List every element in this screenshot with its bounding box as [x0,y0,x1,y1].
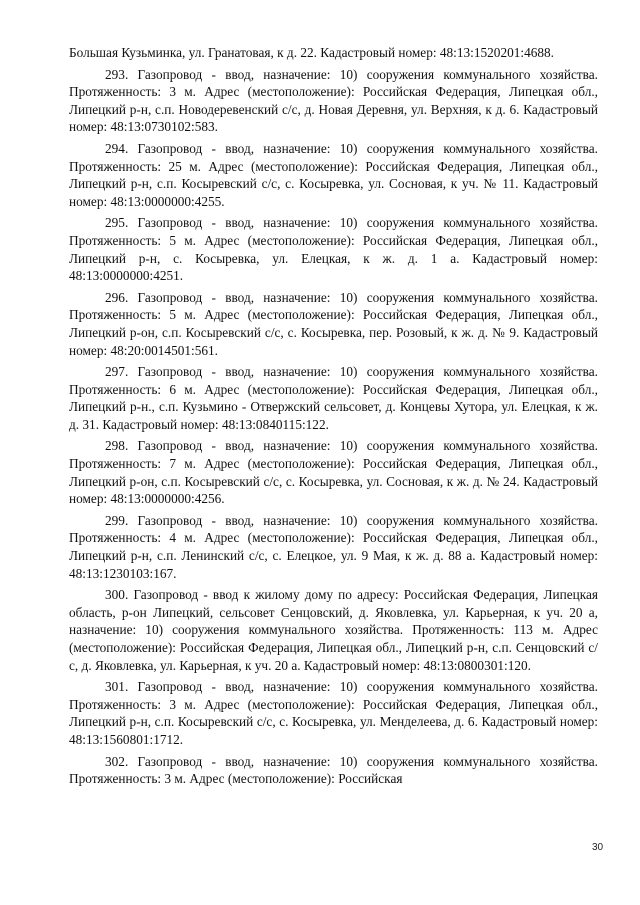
entry-text: Газопровод - ввод, назначение: 10) сооружения коммунального хозяйства. Протяженность: 3 м. Адрес (местоположение): Российская Федерация, Липецкая обл., Липецкий р-н, с.п. Косыревский с/с, с. Косыревка, ул. Менделеева, д. 6. Кадастровый номер: 48:13:1560801:1712. [69,679,598,747]
entry-text: Газопровод - ввод, назначение: 10) сооружения коммунального хозяйства. Протяженность: 25 м. Адрес (местоположение): Российская Федерация, Липецкая обл., Липецкий р-н, с.п. Косыревский с/с, с. Косыревка, ул. Сосновая, к уч. № 11. Кадастровый номер: 48:13:0000000:4255. [69,140,598,209]
entry-paragraph [69,753,598,788]
entry-number: 297. [105,364,129,380]
entry-number: 300. [105,587,129,603]
entry-number: 295. [105,215,129,231]
entry-number: 298. [105,438,129,454]
entry-paragraph [69,512,598,582]
entry-text: Газопровод - ввод, назначение: 10) сооружения коммунального хозяйства. Протяженность: 6 м. Адрес (местоположение): Российская Федерация, Липецкая обл., Липецкий р-н., с.п. Кузьмино - Отвержский сельсовет, д. Концевы Хутора, ул. Елецкая, к ж. д. 31. Кадастровый номер: 48:13:0840115:122. [69,364,598,432]
entry-paragraph [69,678,598,748]
entry-text: Газопровод - ввод, назначение: 10) сооружения коммунального хозяйства. Протяженность: 3 м. Адрес (местоположение): Российская [69,753,598,787]
entry-paragraph [69,437,598,507]
entry-number: 293. [105,66,129,82]
entry-paragraph [69,140,598,210]
entry-text: Газопровод - ввод к жилому дому по адресу: Российская Федерация, Липецкая область, р-он Липецкий, сельсовет Сенцовский, д. Яковлевка, ул. Карьерная, к уч. 20 а, назначение: 10) сооружения коммунального хозяйства. Протяженность: 113 м. Адрес (местоположение): Российская Федерация, Липецкая обл., Липецкий р-н, с.п. Сенцовский с/с, д. Яковлевка, ул. Карьерная, к уч. 20 а. Кадастровый номер: 48:13:0800301:120. [69,587,598,673]
entry-text: Газопровод - ввод, назначение: 10) сооружения коммунального хозяйства. Протяженность: 5 м. Адрес (местоположение): Российская Федерация, Липецкая обл., Липецкий р-н, с. Косыревка, ул. Елецкая, к ж. д. 1 а. Кадастровый номер: 48:13:0000000:4251. [69,215,598,284]
document-body [69,44,598,792]
entry-paragraph [69,214,598,284]
entry-number: 296. [105,289,129,305]
entry-paragraph [69,586,598,674]
entry-paragraph [69,66,598,136]
entry-paragraph [69,289,598,359]
entry-text: Газопровод - ввод, назначение: 10) сооружения коммунального хозяйства. Протяженность: 3 м. Адрес (местоположение): Российская Федерация, Липецкая обл., Липецкий р-н, с.п. Новодеревенский с/с, д. Новая Деревня, ул. Верхняя, к д. 6. Кадастровый номер: 48:13:0730102:583. [69,66,598,135]
entry-text: Газопровод - ввод, назначение: 10) сооружения коммунального хозяйства. Протяженность: 5 м. Адрес (местоположение): Российская Федерация, Липецкая обл., Липецкий р-он, с.п. Косыревский с/с, с. Косыревка, пер. Розовый, к ж. д. № 9. Кадастровый номер: 48:20:0014501:561. [69,289,598,358]
entry-number: 294. [105,140,129,156]
entry-text: Газопровод - ввод, назначение: 10) сооружения коммунального хозяйства. Протяженность: 7 м. Адрес (местоположение): Российская Федерация, Липецкая обл., Липецкий р-он, с.п. Косыревский с/с, с. Косыревка, ул. Сосновая, к ж. д. № 24. Кадастровый номер: 48:13:0000000:4256. [69,438,598,507]
continuation-paragraph: Большая Кузьминка, ул. Гранатовая, к д. 22. Кадастровый номер: 48:13:1520201:4688. [69,45,555,60]
entry-number: 302. [105,753,129,769]
entry-number: 299. [105,512,129,528]
entry-number: 301. [105,679,129,695]
entry-text: Газопровод - ввод, назначение: 10) сооружения коммунального хозяйства. Протяженность: 4 м. Адрес (местоположение): Российская Федерация, Липецкая обл., Липецкий р-н, с.п. Ленинский с/с, с. Елецкое, ул. 9 Мая, к ж. д. 88 а. Кадастровый номер: 48:13:1230103:167. [69,512,598,581]
page-number: 30 [592,842,604,853]
entry-paragraph [69,363,598,433]
